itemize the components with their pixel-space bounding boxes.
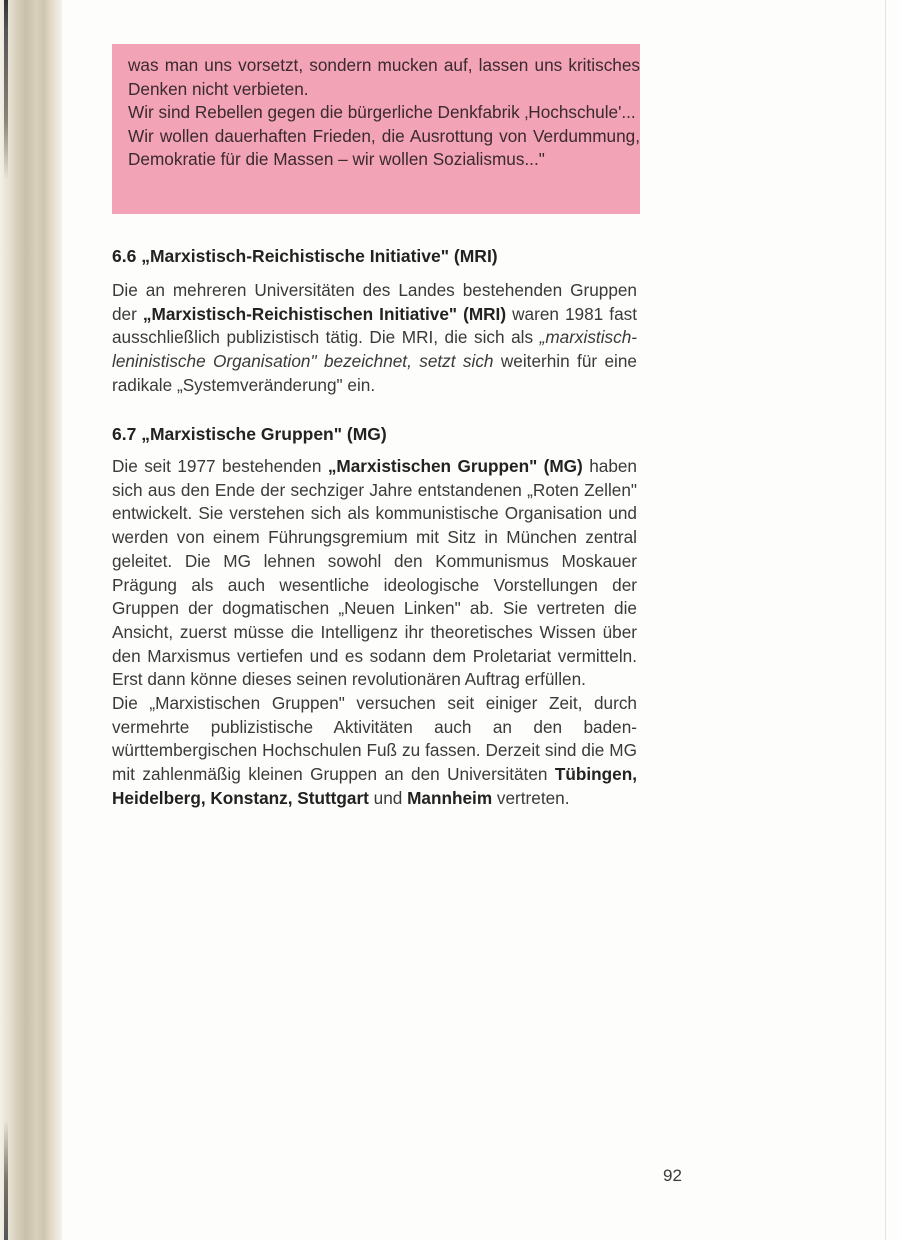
- section-body-6-7: [112, 455, 637, 811]
- text-run: vertreten.: [492, 787, 570, 808]
- city-names: Tübingen, Heidelberg, Konstanz, Stuttgart: [112, 764, 637, 808]
- organization-name: „Marxistisch-Reichistischen Initiative" (MRI): [142, 303, 507, 324]
- section-heading-6-7: 6.7 „Marxistische Gruppen" (MG): [112, 424, 387, 444]
- quote-line: Wir sind Rebellen gegen die bürgerliche Denkfabrik ‚Hochschule'...: [128, 102, 636, 123]
- page-edge-line: [885, 0, 886, 1240]
- binding-edge-bottom: [4, 1120, 8, 1240]
- page-number: 92: [663, 1166, 682, 1185]
- paragraph: [112, 455, 637, 692]
- text-run: waren 1981 fast ausschließlich publizistisch tätig. Die MRI, die sich als: [112, 303, 637, 348]
- book-binding: [0, 0, 62, 1240]
- text-run: Die „Marxistischen Gruppen" versuchen seit einiger Zeit, durch vermehrte publizistische Aktivitäten auch an den baden-württembergischen Hochschulen Fuß zu fassen. Derzeit sind die MG mit zahlenmäßig kleinen Gruppen an den Universitäten: [112, 693, 637, 785]
- paragraph: [112, 692, 637, 811]
- quote-line: Wir wollen dauerhaften Frieden, die Ausrottung von Verdummung, Demokratie für die Massen – wir wollen Sozialismus...": [128, 125, 640, 170]
- text-run: haben sich aus den Ende der sechziger Jahre entstandenen „Roten Zellen" entwickelt. Sie verstehen sich als kommunistische Organisation und werden von einem Führungsgremium mit Sitz in München zentral geleitet. Die MG lehnen sowohl den Kommunismus Moskauer Prägung als auch wesentliche ideologische Vorstellungen der Gruppen der dogmatischen „Neuen Linken" ab. Sie vertreten die Ansicht, zuerst müsse die Intelligenz ihr theoretisches Wissen über den Marxismus vertiefen und es sodann dem Proletariat vermitteln. Erst dann könne dieses seinen revolutionären Auftrag erfüllen.: [112, 456, 637, 690]
- quote-line: was man uns vorsetzt, sondern mucken auf, lassen uns kritisches Denken nicht verbieten.: [128, 55, 640, 99]
- section-body-6-6: [112, 279, 637, 398]
- text-run: und: [368, 787, 408, 808]
- text-run: Die an mehreren Universitäten des Landes bestehenden Gruppen der: [112, 280, 637, 324]
- section-heading-6-6: 6.6 „Marxistisch-Reichistische Initiative" (MRI): [112, 246, 498, 266]
- organization-name: „Marxistischen Gruppen" (MG): [327, 456, 583, 476]
- text-run: Die seit 1977 bestehenden: [112, 456, 328, 476]
- quote-text: [128, 54, 640, 172]
- paragraph: [112, 279, 637, 398]
- italic-quote: „marxistisch-leninistische Organisation" bezeichnet, setzt sich: [112, 327, 637, 372]
- quote-box: [112, 44, 640, 214]
- binding-edge-top: [4, 0, 8, 180]
- city-name: Mannheim: [407, 787, 493, 808]
- text-run: weiterhin für eine radikale „Systemveränderung" ein.: [112, 351, 637, 395]
